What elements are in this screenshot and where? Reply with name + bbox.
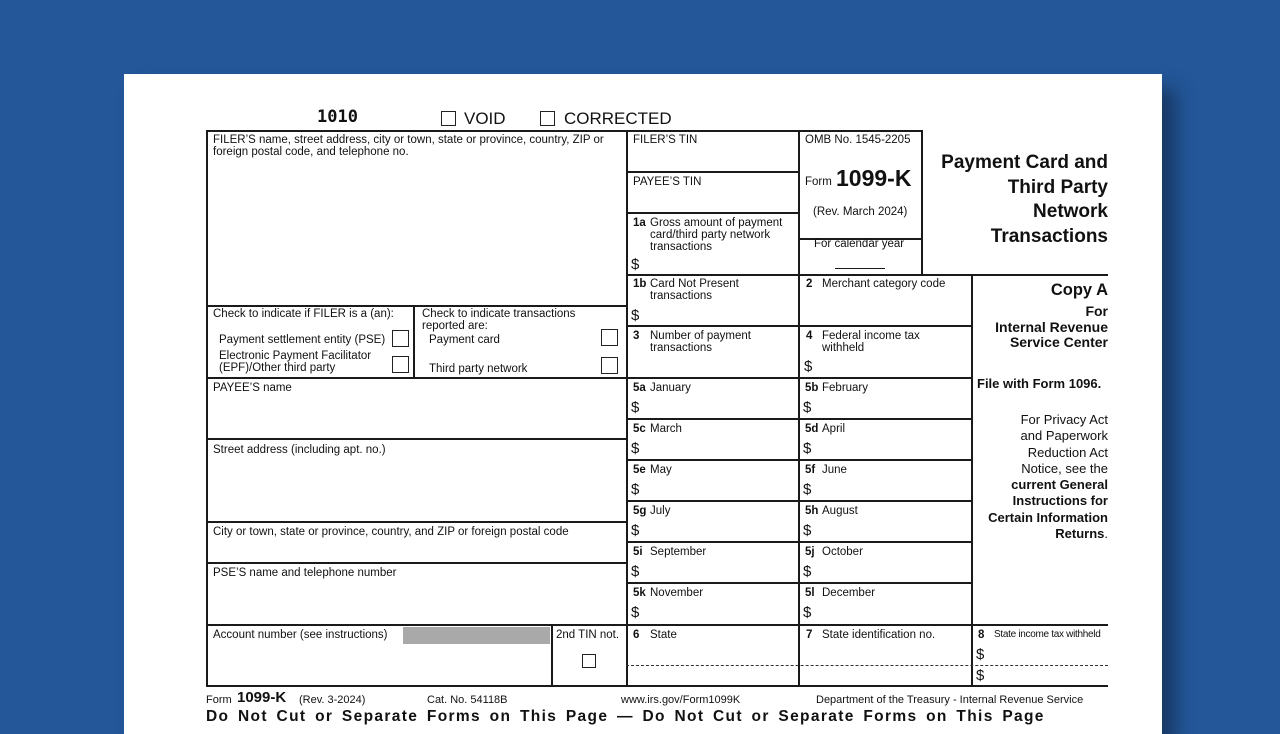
box5e-label: May xyxy=(650,464,672,476)
box5k-dollar[interactable]: $ xyxy=(631,604,640,621)
copy-a-for: For xyxy=(1085,303,1108,319)
box7-num: 7 xyxy=(806,629,813,641)
box1a-dollar: $ xyxy=(631,256,640,273)
filer-tin-label: FILER’S TIN xyxy=(633,134,698,146)
box8-dollar-2: $ xyxy=(976,667,985,684)
title-line-1: Payment Card and xyxy=(941,152,1108,173)
box5j-num: 5j xyxy=(805,546,815,558)
void-label: VOID xyxy=(464,109,506,128)
box5f-dollar[interactable]: $ xyxy=(803,481,812,498)
box3-num: 3 xyxy=(633,330,640,342)
box4-num: 4 xyxy=(806,330,813,342)
box5h-dollar[interactable]: $ xyxy=(803,522,812,539)
form-code: 1010 xyxy=(317,107,358,127)
box5b-dollar[interactable]: $ xyxy=(803,399,812,416)
box5d-label: April xyxy=(822,423,846,435)
footer-dept: Department of the Treasury - Internal Revenue Service xyxy=(816,694,1084,706)
box5j-dollar[interactable]: $ xyxy=(803,563,812,580)
form-title xyxy=(904,151,1108,249)
box5f-num: 5f xyxy=(805,464,816,476)
box5i-dollar[interactable]: $ xyxy=(631,563,640,580)
account-shaded-field[interactable] xyxy=(403,627,550,644)
box2-num: 2 xyxy=(806,278,813,290)
title-line-2: Third Party xyxy=(1007,176,1108,198)
box8-dollar-1: $ xyxy=(976,646,985,663)
title-line-4: Transactions xyxy=(990,225,1108,247)
box1b-text: Card Not Present transactions xyxy=(650,278,739,302)
box5l-num: 5l xyxy=(805,587,815,599)
box2-text: Merchant category code xyxy=(822,278,946,290)
box5b-num: 5b xyxy=(805,382,819,394)
box1a-num: 1a xyxy=(633,217,646,229)
box5i-label: September xyxy=(650,546,707,558)
tin2-checkbox[interactable] xyxy=(582,654,596,668)
box5j-label: October xyxy=(822,546,863,558)
box5e-num: 5e xyxy=(633,464,646,476)
form-number: 1099-K xyxy=(836,165,912,191)
box1b-num: 1b xyxy=(633,278,647,290)
privacy-notice xyxy=(974,412,1108,542)
third-party-network-checkbox[interactable] xyxy=(601,357,618,374)
box5k-label: November xyxy=(650,587,704,599)
city-label: City or town, state or province, country, and ZIP or foreign postal code xyxy=(213,526,569,538)
box5a-dollar[interactable]: $ xyxy=(631,399,640,416)
box5k-num: 5k xyxy=(633,587,646,599)
box8-num: 8 xyxy=(978,629,985,641)
copy-a-block xyxy=(974,280,1108,350)
box5b-label: February xyxy=(822,382,869,394)
pse-name-label: PSE’S name and telephone number xyxy=(213,567,397,579)
box5c-dollar[interactable]: $ xyxy=(631,440,640,457)
privacy-line-7[interactable]: Certain Information xyxy=(988,509,1108,525)
box4-text: Federal income tax withheld xyxy=(822,330,920,354)
box5d-num: 5d xyxy=(805,423,819,435)
privacy-line-6[interactable]: Instructions for xyxy=(1012,493,1108,509)
privacy-period: . xyxy=(1104,526,1108,542)
title-line-3: Network xyxy=(1033,201,1108,222)
box5f-label: June xyxy=(822,464,847,476)
corrected-checkbox[interactable] xyxy=(540,111,555,126)
footer-form-word: Form xyxy=(206,694,232,706)
epf-checkbox[interactable] xyxy=(392,356,409,373)
privacy-line-8[interactable]: Returns xyxy=(1055,526,1105,542)
payment-card-label: Payment card xyxy=(429,334,500,346)
box4-dollar: $ xyxy=(804,358,813,375)
pse-checkbox[interactable] xyxy=(392,330,409,347)
box6-num: 6 xyxy=(633,629,640,641)
footer-do-not-cut: Do Not Cut or Separate Forms on This Page — Do Not Cut or Separate Forms on This Page xyxy=(206,709,1045,725)
copy-a-title: Copy A xyxy=(1050,281,1108,299)
box5d-dollar[interactable]: $ xyxy=(803,440,812,457)
privacy-line-4: Notice, see the xyxy=(1021,460,1108,476)
box5g-label: July xyxy=(650,505,671,517)
file-with-1096: File with Form 1096. xyxy=(977,376,1102,391)
footer-form-number: 1099-K xyxy=(237,689,287,706)
box5e-dollar[interactable]: $ xyxy=(631,481,640,498)
box5h-num: 5h xyxy=(805,505,819,517)
box5l-dollar[interactable]: $ xyxy=(803,604,812,621)
box6-text: State xyxy=(650,629,677,641)
void-checkbox[interactable] xyxy=(441,111,456,126)
box7-text: State identification no. xyxy=(822,629,936,641)
box5g-num: 5g xyxy=(633,505,647,517)
box1b-dollar: $ xyxy=(631,307,640,324)
third-party-network-label: Third party network xyxy=(429,363,528,375)
corrected-label: CORRECTED xyxy=(564,109,672,128)
footer-rev: (Rev. 3-2024) xyxy=(299,694,366,706)
box5c-label: March xyxy=(650,423,682,435)
footer-url[interactable]: www.irs.gov/Form1099K xyxy=(621,694,741,706)
form-page xyxy=(124,74,1162,734)
box1a-text: Gross amount of payment card/third party network transactions xyxy=(650,217,783,253)
filer-name-label: FILER’S name, street address, city or town, state or province, country, ZIP or foreign postal code, and telephone no. xyxy=(213,134,604,158)
copy-a-irs-2: Service Center xyxy=(1009,334,1108,350)
check-filer-title: Check to indicate if FILER is a (an): xyxy=(213,308,394,320)
box5l-label: December xyxy=(822,587,876,599)
street-label: Street address (including apt. no.) xyxy=(213,444,386,456)
box5i-num: 5i xyxy=(633,546,643,558)
copy-a-irs-1: Internal Revenue xyxy=(995,319,1108,335)
privacy-line-5[interactable]: current General xyxy=(1011,477,1108,493)
privacy-line-1: For Privacy Act xyxy=(1020,412,1108,427)
privacy-line-2: and Paperwork xyxy=(1020,428,1108,444)
payment-card-checkbox[interactable] xyxy=(601,329,618,346)
form-word: Form xyxy=(805,176,832,188)
box5a-label: January xyxy=(650,382,691,394)
epf-label: Electronic Payment Facilitator (EPF)/Other third party xyxy=(219,350,372,374)
box5a-num: 5a xyxy=(633,382,646,394)
tin2-label: 2nd TIN not. xyxy=(556,629,620,641)
calendar-year-label: For calendar year xyxy=(814,238,905,250)
payee-name-label: PAYEE’S name xyxy=(213,382,292,394)
omb-number: OMB No. 1545-2205 xyxy=(805,134,911,146)
box5c-num: 5c xyxy=(633,423,646,435)
box5g-dollar[interactable]: $ xyxy=(631,522,640,539)
box3-text: Number of payment transactions xyxy=(650,330,751,354)
payee-tin-label: PAYEE’S TIN xyxy=(633,176,702,188)
rev-date: (Rev. March 2024) xyxy=(813,206,908,218)
footer-cat: Cat. No. 54118B xyxy=(427,694,508,706)
privacy-line-3: Reduction Act xyxy=(1027,444,1108,460)
box8-text: State income tax withheld xyxy=(994,629,1101,640)
account-label: Account number (see instructions) xyxy=(213,629,388,641)
check-trans-title: Check to indicate transactions reported are: xyxy=(422,308,576,332)
box5h-label: August xyxy=(822,505,858,517)
pse-label: Payment settlement entity (PSE) xyxy=(219,334,386,346)
